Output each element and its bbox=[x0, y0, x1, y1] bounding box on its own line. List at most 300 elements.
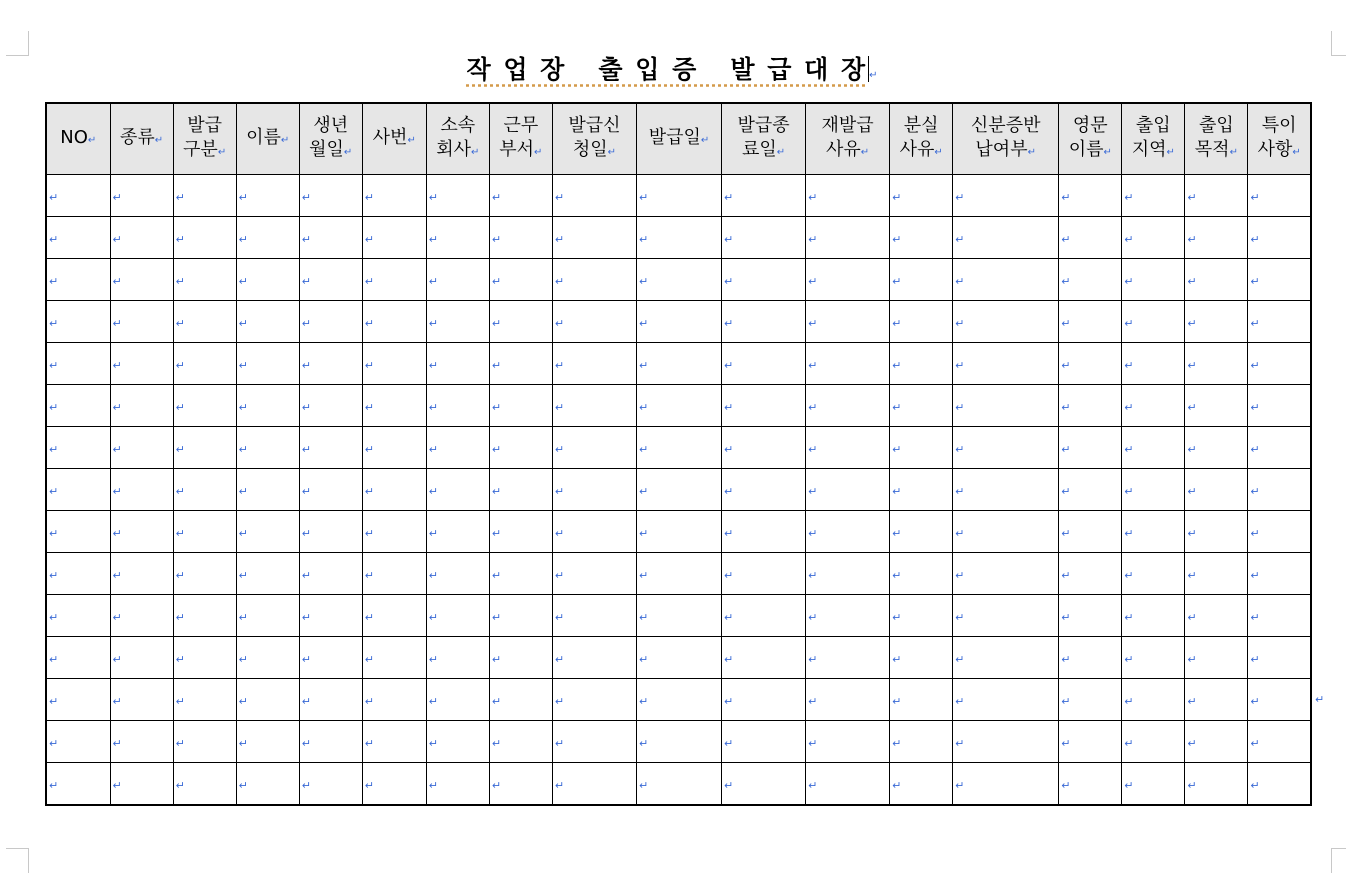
table-cell[interactable] bbox=[426, 553, 489, 595]
table-cell[interactable] bbox=[173, 385, 236, 427]
table-cell[interactable] bbox=[426, 721, 489, 763]
column-header[interactable] bbox=[173, 103, 236, 175]
table-cell[interactable] bbox=[362, 217, 426, 259]
table-cell[interactable] bbox=[722, 679, 806, 721]
column-header[interactable] bbox=[426, 103, 489, 175]
table-cell[interactable] bbox=[806, 763, 890, 806]
table-cell[interactable] bbox=[489, 427, 552, 469]
table-cell[interactable] bbox=[722, 427, 806, 469]
table-cell[interactable] bbox=[46, 763, 110, 806]
table-cell[interactable] bbox=[1248, 175, 1311, 217]
table-cell[interactable] bbox=[1059, 343, 1122, 385]
table-cell[interactable] bbox=[236, 427, 299, 469]
table-cell[interactable] bbox=[236, 301, 299, 343]
table-cell[interactable] bbox=[806, 721, 890, 763]
table-cell[interactable] bbox=[110, 679, 173, 721]
table-cell[interactable] bbox=[552, 721, 636, 763]
table-cell[interactable] bbox=[173, 259, 236, 301]
table-cell[interactable] bbox=[890, 595, 953, 637]
table-cell[interactable] bbox=[426, 385, 489, 427]
table-cell[interactable] bbox=[110, 175, 173, 217]
table-cell[interactable] bbox=[299, 511, 362, 553]
table-cell[interactable] bbox=[722, 175, 806, 217]
column-header[interactable] bbox=[890, 103, 953, 175]
table-cell[interactable] bbox=[46, 553, 110, 595]
table-cell[interactable] bbox=[1059, 259, 1122, 301]
table-cell[interactable] bbox=[489, 595, 552, 637]
table-cell[interactable] bbox=[489, 511, 552, 553]
table-cell[interactable] bbox=[1059, 763, 1122, 806]
table-cell[interactable] bbox=[1185, 721, 1248, 763]
table-cell[interactable] bbox=[552, 343, 636, 385]
table-cell[interactable] bbox=[806, 301, 890, 343]
table-cell[interactable] bbox=[1248, 427, 1311, 469]
column-header[interactable] bbox=[636, 103, 721, 175]
table-cell[interactable] bbox=[173, 427, 236, 469]
table-cell[interactable] bbox=[1059, 385, 1122, 427]
table-cell[interactable] bbox=[173, 595, 236, 637]
table-cell[interactable] bbox=[1122, 553, 1185, 595]
table-cell[interactable] bbox=[1248, 553, 1311, 595]
table-cell[interactable] bbox=[110, 259, 173, 301]
table-cell[interactable] bbox=[552, 469, 636, 511]
paragraph-mark-icon: ↵ bbox=[1187, 611, 1197, 624]
table-cell[interactable] bbox=[890, 763, 953, 806]
table-cell[interactable] bbox=[299, 553, 362, 595]
table-cell[interactable] bbox=[46, 721, 110, 763]
table-cell[interactable] bbox=[110, 427, 173, 469]
table-cell[interactable] bbox=[46, 427, 110, 469]
table-cell[interactable] bbox=[1185, 301, 1248, 343]
table-cell[interactable] bbox=[299, 385, 362, 427]
table-cell[interactable] bbox=[890, 259, 953, 301]
table-cell[interactable] bbox=[722, 343, 806, 385]
column-header[interactable] bbox=[953, 103, 1059, 175]
table-cell[interactable] bbox=[636, 511, 721, 553]
table-cell[interactable] bbox=[173, 217, 236, 259]
table-cell[interactable] bbox=[1122, 637, 1185, 679]
table-cell[interactable] bbox=[1185, 637, 1248, 679]
table-cell[interactable] bbox=[806, 427, 890, 469]
table-cell[interactable] bbox=[173, 469, 236, 511]
table-cell[interactable] bbox=[953, 763, 1059, 806]
table-cell[interactable] bbox=[722, 217, 806, 259]
table-cell[interactable] bbox=[299, 637, 362, 679]
column-header[interactable] bbox=[46, 103, 110, 175]
table-cell[interactable] bbox=[489, 763, 552, 806]
table-cell[interactable] bbox=[636, 259, 721, 301]
table-cell[interactable] bbox=[890, 469, 953, 511]
table-cell[interactable] bbox=[890, 301, 953, 343]
column-header[interactable] bbox=[1185, 103, 1248, 175]
table-cell[interactable] bbox=[1185, 175, 1248, 217]
table-cell[interactable] bbox=[299, 595, 362, 637]
table-cell[interactable] bbox=[110, 343, 173, 385]
table-cell[interactable] bbox=[173, 637, 236, 679]
table-cell[interactable] bbox=[722, 553, 806, 595]
table-cell[interactable] bbox=[236, 637, 299, 679]
paragraph-mark-icon: ↵ bbox=[1124, 695, 1134, 708]
table-cell[interactable] bbox=[236, 763, 299, 806]
document-title[interactable] bbox=[0, 50, 1346, 90]
table-cell[interactable] bbox=[362, 259, 426, 301]
table-cell[interactable] bbox=[1185, 679, 1248, 721]
table-cell[interactable] bbox=[722, 511, 806, 553]
table-cell[interactable] bbox=[552, 763, 636, 806]
table-cell[interactable] bbox=[636, 301, 721, 343]
table-cell[interactable] bbox=[362, 679, 426, 721]
table-cell[interactable] bbox=[890, 637, 953, 679]
table-cell[interactable] bbox=[173, 301, 236, 343]
table-cell[interactable] bbox=[173, 679, 236, 721]
table-cell[interactable] bbox=[1248, 259, 1311, 301]
table-cell[interactable] bbox=[489, 721, 552, 763]
table-cell[interactable] bbox=[1122, 175, 1185, 217]
table-cell[interactable] bbox=[636, 553, 721, 595]
table-cell[interactable] bbox=[299, 679, 362, 721]
table-cell[interactable] bbox=[489, 637, 552, 679]
table-cell[interactable] bbox=[426, 343, 489, 385]
table-cell[interactable] bbox=[46, 637, 110, 679]
table-cell[interactable] bbox=[489, 679, 552, 721]
table-cell[interactable] bbox=[636, 721, 721, 763]
table-cell[interactable] bbox=[890, 427, 953, 469]
table-cell[interactable] bbox=[110, 511, 173, 553]
table-cell[interactable] bbox=[1059, 679, 1122, 721]
table-cell[interactable] bbox=[552, 511, 636, 553]
paragraph-mark-icon: ↵ bbox=[1250, 653, 1260, 666]
table-cell[interactable] bbox=[1059, 301, 1122, 343]
table-cell[interactable] bbox=[636, 637, 721, 679]
table-cell[interactable] bbox=[552, 553, 636, 595]
table-cell[interactable] bbox=[722, 385, 806, 427]
table-cell[interactable] bbox=[806, 553, 890, 595]
table-cell[interactable] bbox=[1122, 763, 1185, 806]
table-cell[interactable] bbox=[299, 301, 362, 343]
table-cell[interactable] bbox=[636, 427, 721, 469]
paragraph-mark-icon: ↵ bbox=[364, 485, 374, 498]
table-cell[interactable] bbox=[1059, 217, 1122, 259]
table-cell[interactable] bbox=[110, 469, 173, 511]
table-cell[interactable] bbox=[362, 511, 426, 553]
table-cell[interactable] bbox=[46, 511, 110, 553]
table-cell[interactable] bbox=[636, 763, 721, 806]
table-cell[interactable] bbox=[489, 301, 552, 343]
table-cell[interactable] bbox=[806, 637, 890, 679]
column-header-label: 신분증반 bbox=[970, 114, 1041, 136]
table-cell[interactable] bbox=[489, 343, 552, 385]
table-cell[interactable] bbox=[1185, 595, 1248, 637]
table-cell[interactable] bbox=[1059, 175, 1122, 217]
table-cell[interactable] bbox=[1248, 721, 1311, 763]
table-cell[interactable] bbox=[46, 217, 110, 259]
table-cell[interactable] bbox=[552, 679, 636, 721]
table-cell[interactable] bbox=[236, 679, 299, 721]
table-cell[interactable] bbox=[46, 385, 110, 427]
table-cell[interactable] bbox=[552, 385, 636, 427]
table-cell[interactable] bbox=[806, 343, 890, 385]
column-header-text: 지역 bbox=[1131, 138, 1167, 160]
table-cell[interactable] bbox=[552, 595, 636, 637]
column-header[interactable] bbox=[489, 103, 552, 175]
table-cell[interactable] bbox=[362, 637, 426, 679]
table-cell[interactable] bbox=[1122, 679, 1185, 721]
table-cell[interactable] bbox=[426, 679, 489, 721]
table-cell[interactable] bbox=[110, 595, 173, 637]
table-cell[interactable] bbox=[806, 385, 890, 427]
table-cell[interactable] bbox=[953, 217, 1059, 259]
table-cell[interactable] bbox=[806, 469, 890, 511]
table-cell[interactable] bbox=[953, 259, 1059, 301]
table-cell[interactable] bbox=[1248, 301, 1311, 343]
table-cell[interactable] bbox=[299, 763, 362, 806]
table-cell[interactable] bbox=[1122, 427, 1185, 469]
table-cell[interactable] bbox=[1185, 763, 1248, 806]
table-cell[interactable] bbox=[489, 217, 552, 259]
table-cell[interactable] bbox=[426, 175, 489, 217]
table-cell[interactable] bbox=[362, 301, 426, 343]
table-cell[interactable] bbox=[236, 595, 299, 637]
table-cell[interactable] bbox=[953, 301, 1059, 343]
table-cell[interactable] bbox=[953, 427, 1059, 469]
table-cell[interactable] bbox=[890, 385, 953, 427]
table-cell[interactable] bbox=[426, 469, 489, 511]
table-cell[interactable] bbox=[110, 301, 173, 343]
table-cell[interactable] bbox=[636, 217, 721, 259]
table-cell[interactable] bbox=[1122, 595, 1185, 637]
table-cell[interactable] bbox=[890, 679, 953, 721]
table-cell[interactable] bbox=[236, 511, 299, 553]
table-cell[interactable] bbox=[236, 343, 299, 385]
table-cell[interactable] bbox=[953, 385, 1059, 427]
table-cell[interactable] bbox=[1122, 343, 1185, 385]
table-cell[interactable] bbox=[426, 763, 489, 806]
table-cell[interactable] bbox=[362, 469, 426, 511]
table-cell[interactable] bbox=[110, 385, 173, 427]
table-cell[interactable] bbox=[722, 469, 806, 511]
table-cell[interactable] bbox=[1059, 721, 1122, 763]
table-cell[interactable] bbox=[1059, 553, 1122, 595]
table-cell[interactable] bbox=[426, 259, 489, 301]
table-cell[interactable] bbox=[236, 259, 299, 301]
table-cell[interactable] bbox=[722, 595, 806, 637]
table-cell[interactable] bbox=[426, 427, 489, 469]
table-cell[interactable] bbox=[236, 385, 299, 427]
table-cell[interactable] bbox=[489, 553, 552, 595]
table-cell[interactable] bbox=[806, 175, 890, 217]
table-cell[interactable] bbox=[890, 217, 953, 259]
table-cell[interactable] bbox=[953, 721, 1059, 763]
table-cell[interactable] bbox=[636, 385, 721, 427]
table-cell[interactable] bbox=[173, 175, 236, 217]
table-cell[interactable] bbox=[173, 763, 236, 806]
table-cell[interactable] bbox=[1185, 259, 1248, 301]
table-cell[interactable] bbox=[552, 259, 636, 301]
table-cell[interactable] bbox=[110, 763, 173, 806]
table-cell[interactable] bbox=[299, 175, 362, 217]
column-header[interactable] bbox=[362, 103, 426, 175]
table-cell[interactable] bbox=[236, 217, 299, 259]
table-cell[interactable] bbox=[1122, 469, 1185, 511]
column-header[interactable] bbox=[299, 103, 362, 175]
table-cell[interactable] bbox=[552, 637, 636, 679]
table-cell[interactable] bbox=[953, 469, 1059, 511]
table-cell[interactable] bbox=[953, 343, 1059, 385]
table-cell[interactable] bbox=[110, 553, 173, 595]
table-cell[interactable] bbox=[46, 469, 110, 511]
table-cell[interactable] bbox=[46, 175, 110, 217]
table-cell[interactable] bbox=[362, 595, 426, 637]
table-cell[interactable] bbox=[1185, 553, 1248, 595]
table-cell[interactable] bbox=[1248, 385, 1311, 427]
table-cell[interactable] bbox=[806, 259, 890, 301]
table-cell[interactable] bbox=[722, 301, 806, 343]
table-cell[interactable] bbox=[1122, 301, 1185, 343]
table-cell[interactable] bbox=[636, 469, 721, 511]
table-cell[interactable] bbox=[1248, 763, 1311, 806]
column-header[interactable] bbox=[806, 103, 890, 175]
table-cell[interactable] bbox=[362, 427, 426, 469]
table-cell[interactable] bbox=[299, 427, 362, 469]
table-cell[interactable] bbox=[362, 553, 426, 595]
table-cell[interactable] bbox=[890, 553, 953, 595]
table-cell[interactable] bbox=[890, 511, 953, 553]
table-cell[interactable] bbox=[362, 385, 426, 427]
table-cell[interactable] bbox=[552, 217, 636, 259]
table-cell[interactable] bbox=[1248, 217, 1311, 259]
table-cell[interactable] bbox=[1185, 427, 1248, 469]
column-header[interactable] bbox=[1248, 103, 1311, 175]
table-cell[interactable] bbox=[362, 343, 426, 385]
table-cell[interactable] bbox=[1059, 595, 1122, 637]
table-cell[interactable] bbox=[1185, 511, 1248, 553]
table-cell[interactable] bbox=[236, 553, 299, 595]
table-cell[interactable] bbox=[1059, 469, 1122, 511]
table-cell[interactable] bbox=[1248, 595, 1311, 637]
table-cell[interactable] bbox=[173, 721, 236, 763]
table-cell[interactable] bbox=[46, 595, 110, 637]
table-cell[interactable] bbox=[299, 217, 362, 259]
table-cell[interactable] bbox=[489, 175, 552, 217]
table-cell[interactable] bbox=[953, 511, 1059, 553]
table-cell[interactable] bbox=[552, 301, 636, 343]
table-cell[interactable] bbox=[953, 595, 1059, 637]
table-cell[interactable] bbox=[1122, 217, 1185, 259]
table-cell[interactable] bbox=[890, 175, 953, 217]
column-header[interactable] bbox=[236, 103, 299, 175]
paragraph-mark-icon: ↵ bbox=[238, 191, 248, 204]
table-cell[interactable] bbox=[806, 217, 890, 259]
table-cell[interactable] bbox=[722, 763, 806, 806]
table-cell[interactable] bbox=[636, 679, 721, 721]
table-cell[interactable] bbox=[722, 637, 806, 679]
table-cell[interactable] bbox=[173, 511, 236, 553]
table-cell[interactable] bbox=[890, 343, 953, 385]
table-cell[interactable] bbox=[173, 343, 236, 385]
table-cell[interactable] bbox=[46, 259, 110, 301]
table-cell[interactable] bbox=[953, 553, 1059, 595]
table-cell[interactable] bbox=[1248, 511, 1311, 553]
table-cell[interactable] bbox=[1122, 385, 1185, 427]
table-cell[interactable] bbox=[1122, 511, 1185, 553]
paragraph-mark-icon: ↵ bbox=[808, 485, 818, 498]
table-cell[interactable] bbox=[1248, 679, 1311, 721]
table-cell[interactable] bbox=[722, 721, 806, 763]
table-cell[interactable] bbox=[299, 343, 362, 385]
column-header[interactable] bbox=[552, 103, 636, 175]
column-header[interactable] bbox=[1059, 103, 1122, 175]
table-cell[interactable] bbox=[1122, 259, 1185, 301]
table-cell[interactable] bbox=[110, 721, 173, 763]
table-cell[interactable] bbox=[489, 259, 552, 301]
table-cell[interactable] bbox=[1248, 637, 1311, 679]
table-cell[interactable] bbox=[489, 469, 552, 511]
paragraph-mark-icon: ↵ bbox=[892, 695, 902, 708]
table-cell[interactable] bbox=[362, 763, 426, 806]
table-cell[interactable] bbox=[299, 469, 362, 511]
table-cell[interactable] bbox=[1248, 469, 1311, 511]
table-cell[interactable] bbox=[806, 511, 890, 553]
table-cell[interactable] bbox=[426, 511, 489, 553]
table-cell[interactable] bbox=[1185, 385, 1248, 427]
table-cell[interactable] bbox=[46, 301, 110, 343]
paragraph-mark-icon: ↵ bbox=[428, 779, 438, 792]
table-cell[interactable] bbox=[299, 259, 362, 301]
table-cell[interactable] bbox=[489, 385, 552, 427]
table-cell[interactable] bbox=[426, 301, 489, 343]
paragraph-mark-icon: ↵ bbox=[955, 737, 965, 750]
column-header[interactable] bbox=[1122, 103, 1185, 175]
table-cell[interactable] bbox=[806, 595, 890, 637]
table-cell[interactable] bbox=[636, 175, 721, 217]
table-cell[interactable] bbox=[1122, 721, 1185, 763]
table-cell[interactable] bbox=[722, 259, 806, 301]
table-cell[interactable] bbox=[1059, 427, 1122, 469]
table-cell[interactable] bbox=[1185, 343, 1248, 385]
table-cell[interactable] bbox=[236, 721, 299, 763]
table-cell[interactable] bbox=[890, 721, 953, 763]
table-cell[interactable] bbox=[362, 175, 426, 217]
table-cell[interactable] bbox=[1248, 343, 1311, 385]
table-cell[interactable] bbox=[236, 469, 299, 511]
table-cell[interactable] bbox=[1059, 511, 1122, 553]
table-cell[interactable] bbox=[806, 679, 890, 721]
table-cell[interactable] bbox=[426, 217, 489, 259]
table-cell[interactable] bbox=[1185, 469, 1248, 511]
table-cell[interactable] bbox=[426, 595, 489, 637]
table-cell[interactable] bbox=[953, 679, 1059, 721]
table-cell[interactable] bbox=[636, 595, 721, 637]
table-cell[interactable] bbox=[953, 637, 1059, 679]
table-cell[interactable] bbox=[110, 637, 173, 679]
column-header[interactable] bbox=[110, 103, 173, 175]
table-cell[interactable] bbox=[236, 175, 299, 217]
table-cell[interactable] bbox=[426, 637, 489, 679]
table-cell[interactable] bbox=[552, 427, 636, 469]
table-cell[interactable] bbox=[46, 679, 110, 721]
table-cell[interactable] bbox=[636, 343, 721, 385]
table-cell[interactable] bbox=[1185, 217, 1248, 259]
table-cell[interactable] bbox=[299, 721, 362, 763]
table-cell[interactable] bbox=[1059, 637, 1122, 679]
column-header[interactable] bbox=[722, 103, 806, 175]
table-cell[interactable] bbox=[552, 175, 636, 217]
table-cell[interactable] bbox=[110, 217, 173, 259]
table-cell[interactable] bbox=[953, 175, 1059, 217]
table-cell[interactable] bbox=[173, 553, 236, 595]
table-cell[interactable] bbox=[46, 343, 110, 385]
table-cell[interactable] bbox=[362, 721, 426, 763]
